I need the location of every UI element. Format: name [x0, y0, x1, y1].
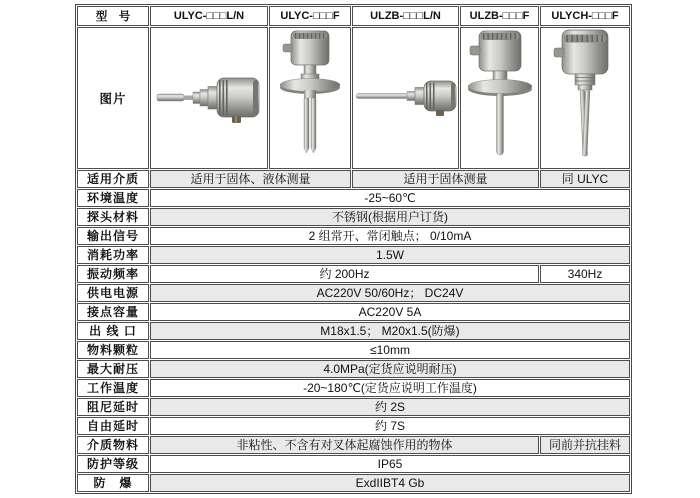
spec-table: [75, 4, 632, 494]
column-header-ulyc-f: ULYC-□□□F: [269, 6, 351, 26]
spec-value: 约 2S: [150, 398, 630, 416]
column-header-ulzb-ln: ULZB-□□□L/N: [352, 6, 459, 26]
spec-row-label: 防护等级: [77, 455, 149, 473]
spec-value: M18x1.5； M20x1.5(防爆): [150, 322, 630, 340]
spec-row-label: 振动频率: [77, 265, 149, 283]
spec-row: [77, 265, 630, 283]
spec-row-label: 阻尼延时: [77, 398, 149, 416]
spec-value: ≤10mm: [150, 341, 630, 359]
spec-row: [77, 170, 630, 188]
spec-row: [77, 360, 630, 378]
spec-value: AC220V 5A: [150, 303, 630, 321]
product-image-horizontal-rod: [355, 71, 457, 125]
header-row: [77, 6, 630, 26]
spec-row: [77, 474, 630, 492]
image-cell-ulzb-f: [460, 27, 539, 169]
image-cell-ulzb-ln: [352, 27, 459, 169]
spec-value: ExdIIBT4 Gb: [150, 474, 630, 492]
spec-value: 非粘性、不含有对叉体起腐蚀作用的物体: [150, 436, 539, 454]
spec-row-label: 适用介质: [77, 170, 149, 188]
spec-value: 340Hz: [540, 265, 630, 283]
column-header-ulych-f: ULYCH-□□□F: [540, 6, 630, 26]
spec-row: [77, 341, 630, 359]
spec-row-label: 供电电源: [77, 284, 149, 302]
image-cell-ulyc-f: [269, 27, 351, 169]
spec-value: 适用于固体测量: [352, 170, 539, 188]
spec-row: [77, 398, 630, 416]
spec-value: 适用于固体、液体测量: [150, 170, 351, 188]
spec-row-label: 环境温度: [77, 189, 149, 207]
spec-value: AC220V 50/60Hz； DC24V: [150, 284, 630, 302]
spec-row-label: 介质物料: [77, 436, 149, 454]
spec-row: [77, 189, 630, 207]
spec-value: 约 200Hz: [150, 265, 539, 283]
spec-row-label: 最大耐压: [77, 360, 149, 378]
spec-row-label: 自由延时: [77, 417, 149, 435]
spec-row: [77, 455, 630, 473]
product-image-flanged-rod: [463, 30, 537, 166]
spec-row-label: 出 线 口: [77, 322, 149, 340]
spec-row-label: 消耗功率: [77, 246, 149, 264]
spec-row-label: 接点容量: [77, 303, 149, 321]
spec-value: 4.0MPa(定货应说明耐压): [150, 360, 630, 378]
column-header-ulyc-ln: ULYC-□□□L/N: [150, 6, 268, 26]
spec-value: 2 组常开、常闭触点； 0/10mA: [150, 227, 630, 245]
spec-row: [77, 284, 630, 302]
spec-value: -20~180℃(定货应说明工作温度): [150, 379, 630, 397]
image-cell-ulyc-ln: [150, 27, 268, 169]
spec-value: IP65: [150, 455, 630, 473]
spec-row-label: 探头材料: [77, 208, 149, 226]
image-row-label: 图片: [77, 27, 149, 169]
column-header-ulzb-f: ULZB-□□□F: [460, 6, 539, 26]
product-image-horizontal-fork: [156, 71, 262, 125]
spec-value: 同 ULYC: [540, 170, 630, 188]
spec-row: [77, 322, 630, 340]
image-row: [77, 27, 630, 169]
spec-row: [77, 227, 630, 245]
spec-row: [77, 417, 630, 435]
spec-value: 不锈钢(根据用户订货): [150, 208, 630, 226]
spec-row-label: 工作温度: [77, 379, 149, 397]
spec-row: [77, 379, 630, 397]
spec-value: 同前并抗挂料: [540, 436, 630, 454]
spec-row: [77, 436, 630, 454]
spec-value: 1.5W: [150, 246, 630, 264]
spec-row-label: 物料颗粒: [77, 341, 149, 359]
spec-value: 约 7S: [150, 417, 630, 435]
product-image-flanged-fork: [275, 30, 345, 166]
spec-row-label: 输出信号: [77, 227, 149, 245]
product-image-long-fork: [544, 29, 626, 167]
spec-rows: [77, 170, 630, 492]
spec-row-label: 防 爆: [77, 474, 149, 492]
image-cell-ulych-f: [540, 27, 630, 169]
spec-row: [77, 303, 630, 321]
model-row-label: 型 号: [77, 6, 149, 26]
spec-row: [77, 208, 630, 226]
spec-value: -25~60℃: [150, 189, 630, 207]
spec-row: [77, 246, 630, 264]
